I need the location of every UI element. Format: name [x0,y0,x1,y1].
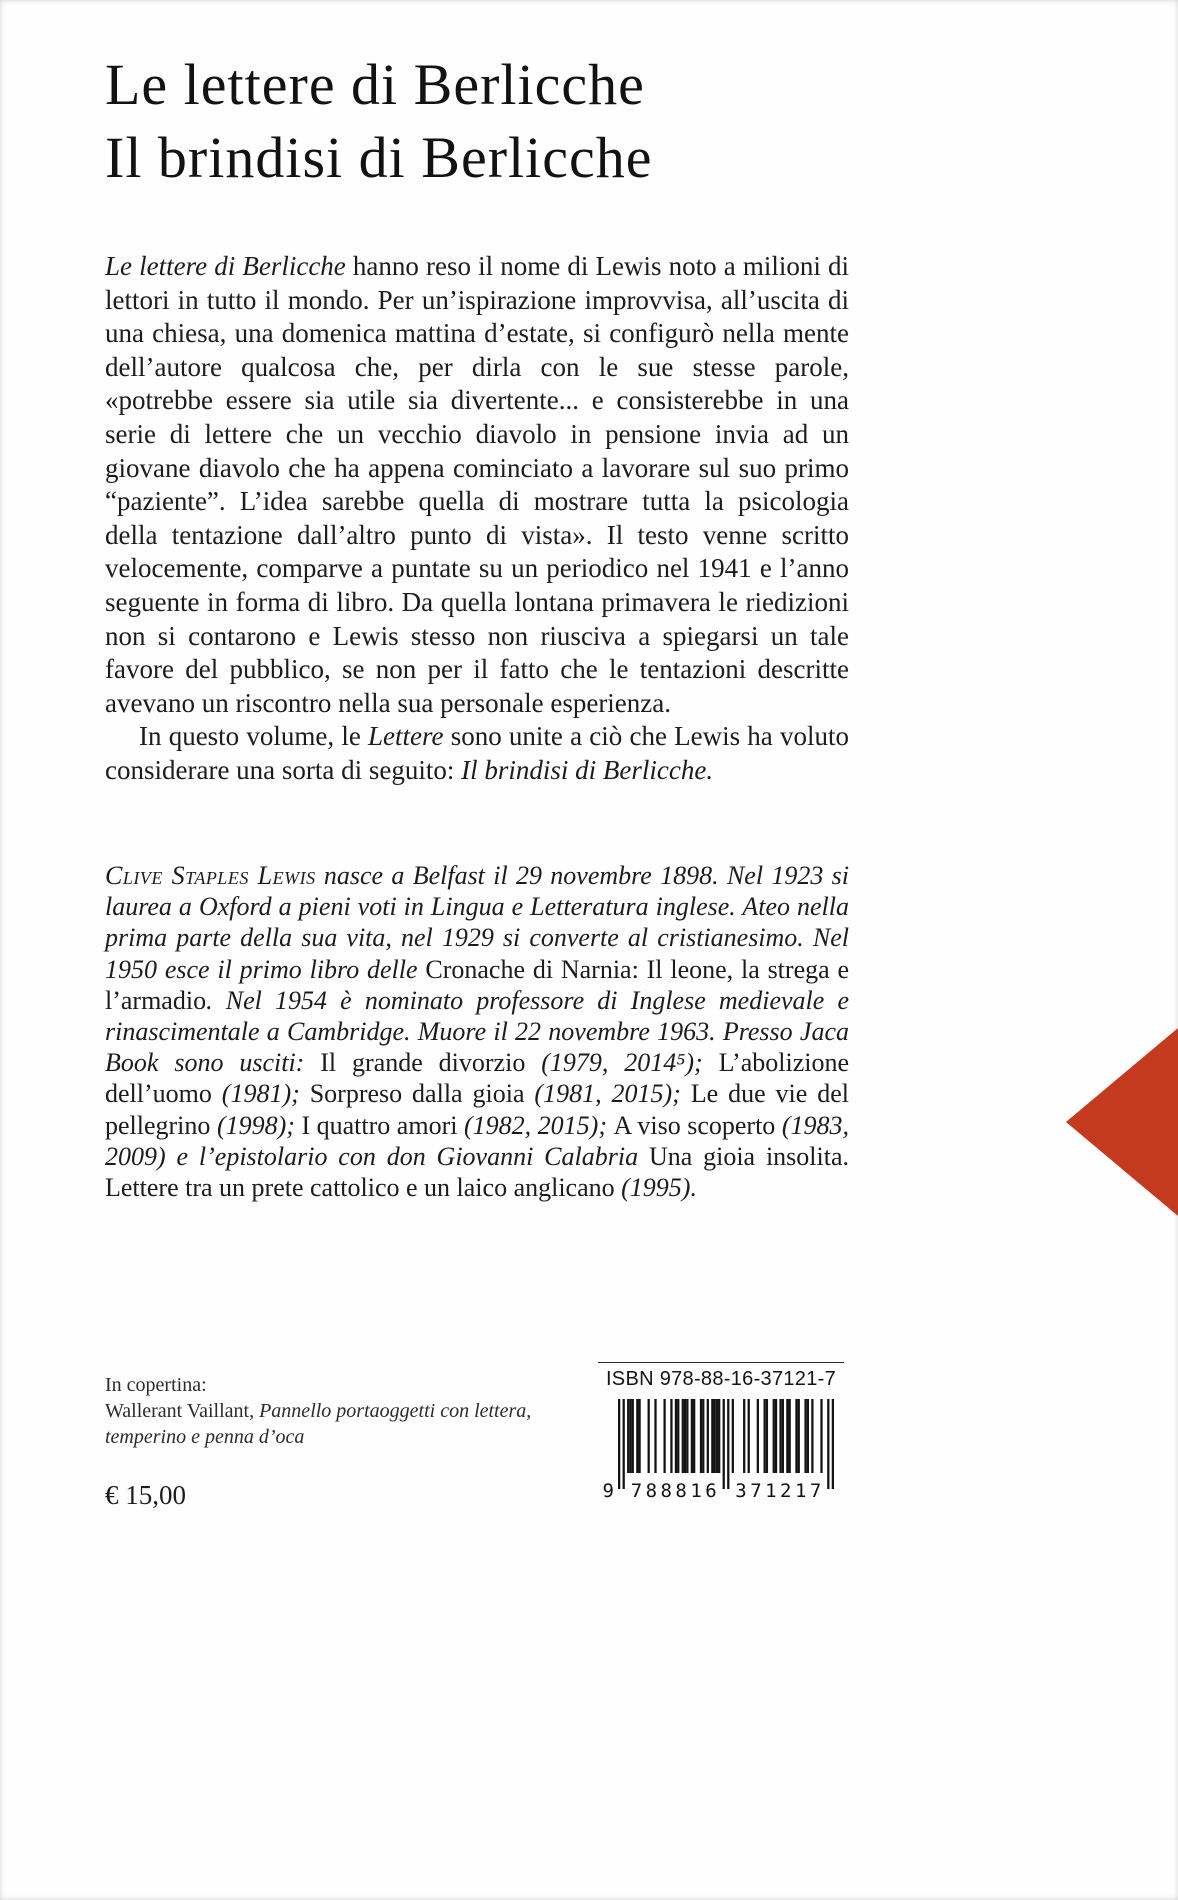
cover-credit-text [105,1398,535,1450]
text-segment: sono unite a ciò che Lewis ha voluto considerare una sorta di seguito: [105,721,849,785]
text-segment: Cronache di Narnia: Il leone, la strega e l’armadio [105,954,850,1015]
book-title [105,48,652,194]
text-segment: I quattro amori [301,1110,458,1140]
isbn-block [598,1362,844,1501]
text-segment: (1998); [210,1110,302,1140]
text-segment: . Nel 1954 è nominato professore di Inglese medievale e rinascimentale a Cambridge. Muore il 22 novembre 1963. Presso Jaca Book sono usciti: [105,985,849,1078]
text-segment: Le lettere di Berlicche [105,251,346,281]
text-segment: (1979, 2014⁵); [525,1048,719,1078]
price: € 15,00 [105,1480,186,1510]
isbn-divider [598,1362,844,1363]
text-segment: Pannello portaoggetti con lettera, temperino e penna d’oca [105,1400,532,1448]
title-line-1: Le lettere di Berlicche [105,52,645,117]
text-segment: (1995). [614,1173,697,1203]
synopsis-paragraph-1 [105,250,849,720]
text-segment: hanno reso il nome di Lewis noto a milioni di lettori in tutto il mondo. Per un’ispirazione improvvisa, all’uscita di una chiesa, una domenica mattina d’estate, si configurò nella mente dell’autore qualcosa che, per dirla con le sue stesse parole, «potrebbe essere sia utile sia divertente... e consisterebbe in una serie di lettere che un vecchio diavolo in pensione invia ad un giovane diavolo che ha appena cominciato a lavorare sul suo primo “paziente”. L’idea sarebbe quella di mostrare tutta la psicologia della tentazione dall’altro punto di vista». Il testo venne scritto velocemente, comparve a puntate su un periodico nel 1941 e l’anno seguente in forma di libro. Da quella lontana primavera le riedizioni non si contarono e Lewis stesso non riusciva a spiegarsi un tale favore del pubblico, se non per il fatto che le tentazioni descritte avevano un riscontro nella sua personale esperienza. [105,251,850,718]
svg-text:788816: 788816 [630,1480,717,1501]
synopsis [105,250,849,788]
text-segment: Il brindisi di Berlicche. [461,754,714,785]
text-segment: Una gioia insolita. Lettere tra un prete cattolico e un laico anglicano [105,1141,849,1203]
text-segment: Sorpreso dalla gioia [309,1079,525,1109]
red-arrow-icon [1066,1028,1178,1216]
author-bio [105,860,849,1203]
svg-text:371217: 371217 [735,1480,822,1501]
text-segment: Wallerant Vaillant, [105,1400,260,1422]
text-segment: (1983, 2009) e l’epistolario con don Giovanni Calabria [105,1110,849,1171]
cover-credit-label: In copertina: [105,1374,207,1396]
svg-text:9: 9 [602,1480,614,1501]
cover-credit-block [105,1372,535,1508]
text-segment: Le due vie del pellegrino [105,1079,850,1140]
text-segment: (1982, 2015); [457,1110,614,1140]
ean-barcode-icon [602,1399,840,1501]
text-segment: Clive Staples Lewis [105,861,316,890]
synopsis-paragraph-2 [105,720,849,787]
title-line-2: Il brindisi di Berlicche [105,125,653,190]
text-segment: Lettere [368,721,444,752]
text-segment: (1981); [211,1079,310,1109]
text-segment: (1981, 2015); [524,1079,691,1109]
isbn-label: ISBN 978-88-16-37121-7 [605,1368,837,1390]
text-segment: Il grande divorzio [320,1048,526,1078]
text-segment: L’abolizione dell’uomo [105,1048,850,1109]
text-segment: nasce a Belfast il 29 novembre 1898. Nel 1923 si laurea a Oxford a pieni voti in Lingua e Letteratura inglese. Ateo nella prima parte della sua vita, nel 1929 si converte al cristianesimo. Nel 1950 esce il primo libro delle [105,861,850,984]
text-segment: In questo volume, le [139,721,369,752]
text-segment: A viso scoperto [613,1110,776,1140]
